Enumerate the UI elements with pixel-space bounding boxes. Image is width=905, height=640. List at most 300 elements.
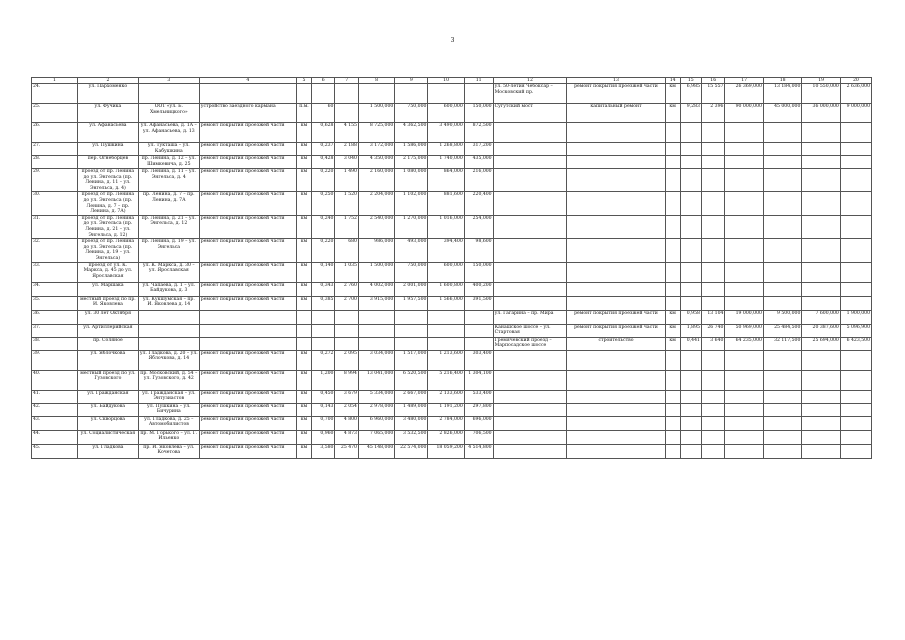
cell-section-2 (493, 123, 567, 143)
cell-work-type-2 (567, 296, 665, 310)
cell-cost-federal-2 (763, 403, 801, 416)
cell-cost-total: 3 034,000 (358, 350, 394, 370)
cell-work-type-2 (567, 239, 665, 262)
cell-cost-city: 297,800 (464, 403, 493, 416)
cell-cost-city-2 (840, 169, 871, 192)
cell-cost-federal-2 (763, 143, 801, 156)
cell-cost-republic: 1 016,000 (428, 215, 464, 238)
cell-cost-total-2 (725, 430, 763, 444)
cell-cost-city: 706,500 (464, 430, 493, 444)
cell-unit-2 (665, 444, 680, 458)
cell-cost-federal-2: 45 000,000 (763, 104, 801, 123)
cell-area-2 (701, 143, 725, 156)
cell-unit-2 (665, 390, 680, 403)
cell-area (335, 310, 359, 324)
cell-cost-republic (428, 310, 464, 324)
cell-unit-2 (665, 156, 680, 169)
cell-cost-republic-2 (802, 282, 840, 296)
table-row (32, 262, 872, 282)
cell-unit-2 (665, 430, 680, 444)
cell-section-2 (493, 169, 567, 192)
cell-street-name: ул. Артиллерийская (77, 324, 138, 337)
cell-cost-total: 2 540,000 (358, 215, 394, 238)
cell-cost-federal-2 (763, 282, 801, 296)
cell-work-type-2: ремонт покрытия проезжей части (567, 84, 665, 104)
cell-area-2 (701, 239, 725, 262)
cell-length-2 (680, 430, 701, 444)
cell-unit: км (297, 390, 312, 403)
cell-length-2: 1,895 (680, 324, 701, 337)
cell-cost-total: 2 978,000 (358, 403, 394, 416)
cell-cost-total: 8 725,000 (358, 123, 394, 143)
cell-cost-city-2: 9 000,000 (840, 104, 871, 123)
cell-unit-2: км (665, 84, 680, 104)
cell-length (311, 310, 335, 324)
cell-unit-2 (665, 350, 680, 370)
cell-cost-total-2: 64 235,000 (725, 337, 763, 350)
cell-area (335, 337, 359, 350)
cell-row-number: 43. (32, 416, 78, 430)
cell-length: 3,580 (311, 444, 335, 458)
cell-area: 4 800 (335, 416, 359, 430)
cell-length: 0,220 (311, 169, 335, 192)
cell-section: ул. Гражданская – ул. Энтузиастов (138, 390, 199, 403)
cell-cost-republic: 2 133,600 (428, 390, 464, 403)
cell-cost-federal: 4 362,500 (395, 123, 428, 143)
cell-row-number: 40. (32, 370, 78, 390)
column-header-8: 8 (358, 78, 394, 84)
cell-cost-city (464, 310, 493, 324)
cell-cost-city (464, 324, 493, 337)
cell-cost-city: 98,600 (464, 239, 493, 262)
cell-cost-republic: 3 490,000 (428, 123, 464, 143)
cell-work-type-2 (567, 169, 665, 192)
cell-work-type-2 (567, 403, 665, 416)
cell-cost-federal-2: 9 500,000 (763, 310, 801, 324)
cell-cost-republic: 1 268,800 (428, 143, 464, 156)
cell-length-2 (680, 262, 701, 282)
cell-cost-republic-2: 10 550,000 (802, 84, 840, 104)
cell-area-2: 26 740 (701, 324, 725, 337)
cell-length-2 (680, 350, 701, 370)
cell-cost-total: 6 960,000 (358, 416, 394, 430)
cell-area: 2 700 (335, 296, 359, 310)
cell-area-2 (701, 390, 725, 403)
cell-length: 0,385 (311, 296, 335, 310)
cell-area: 8 994 (335, 370, 359, 390)
cell-section-2 (493, 239, 567, 262)
cell-work-type-2 (567, 430, 665, 444)
cell-street-name: пр. Соляное (77, 337, 138, 350)
cell-work-type-2 (567, 215, 665, 238)
table-row (32, 416, 872, 430)
cell-work-type: ремонт покрытия проезжей части (199, 403, 296, 416)
cell-unit-2 (665, 215, 680, 238)
cell-length: 0,450 (311, 390, 335, 403)
cell-street-name: пер. Огнеборцев (77, 156, 138, 169)
cell-cost-total-2 (725, 262, 763, 282)
table-row (32, 390, 872, 403)
cell-cost-city-2 (840, 370, 871, 390)
cell-row-number: 29. (32, 169, 78, 192)
cell-street-name: ул. 30 лет Октября (77, 310, 138, 324)
cell-length-2: 0,958 (680, 310, 701, 324)
cell-street-name: проезд от пр. Ленина до ул. Энгельса (пр. Ленина, д. 19 – ул. Энгельса) (77, 239, 138, 262)
cell-section: пр. Ленина, д. 21 – ул. Энгельса, д. 12 (138, 215, 199, 238)
table-row (32, 123, 872, 143)
table-row (32, 192, 872, 215)
table-row (32, 296, 872, 310)
cell-cost-federal-2 (763, 156, 801, 169)
cell-area-2 (701, 215, 725, 238)
cell-length: 60 (311, 104, 335, 123)
cell-cost-city-2: 6 423,500 (840, 337, 871, 350)
cell-work-type-2 (567, 370, 665, 390)
cell-cost-federal: 3 480,000 (395, 416, 428, 430)
cell-cost-republic-2 (802, 444, 840, 458)
cell-cost-city: 391,500 (464, 296, 493, 310)
cell-length-2: 0,441 (680, 337, 701, 350)
cell-cost-republic-2: 20 387,600 (802, 324, 840, 337)
cell-length-2 (680, 123, 701, 143)
cell-area (335, 104, 359, 123)
cell-cost-total: 2 204,000 (358, 192, 394, 215)
page-number: 3 (450, 37, 455, 44)
cell-cost-total-2 (725, 403, 763, 416)
cell-cost-total: 45 148,000 (358, 444, 394, 458)
cell-cost-total: 5 334,000 (358, 390, 394, 403)
cell-work-type: ремонт покрытия проезжей части (199, 262, 296, 282)
cell-unit-2 (665, 239, 680, 262)
cell-row-number: 42. (32, 403, 78, 416)
cell-cost-republic (428, 324, 464, 337)
cell-length: 0,240 (311, 215, 335, 238)
cell-cost-republic-2 (802, 156, 840, 169)
cell-length-2 (680, 169, 701, 192)
cell-cost-federal (395, 310, 428, 324)
cell-cost-total-2 (725, 350, 763, 370)
column-header-12: 12 (493, 78, 567, 84)
column-header-1: 1 (32, 78, 78, 84)
cell-length: 0,960 (311, 430, 335, 444)
cell-cost-total-2 (725, 123, 763, 143)
cell-unit: км (297, 123, 312, 143)
cell-street-name: проезд от пр. Ленина до ул. Энгельса (пр. Ленина, д. 11 – ул. Энгельса, д. 4) (77, 169, 138, 192)
cell-row-number: 33. (32, 262, 78, 282)
cell-cost-city-2 (840, 143, 871, 156)
cell-work-type: ремонт покрытия проезжей части (199, 156, 296, 169)
cell-length: 0,700 (311, 416, 335, 430)
column-header-18: 18 (763, 78, 801, 84)
cell-section-2 (493, 430, 567, 444)
column-header-2: 2 (77, 78, 138, 84)
cell-unit: км (297, 282, 312, 296)
column-header-9: 9 (395, 78, 428, 84)
cell-work-type: ремонт покрытия проезжей части (199, 296, 296, 310)
cell-work-type: ремонт покрытия проезжей части (199, 282, 296, 296)
cell-street-name: ул. Байдукова (77, 403, 138, 416)
column-header-5: 5 (297, 78, 312, 84)
cell-cost-city: 400,200 (464, 282, 493, 296)
table-body (32, 84, 872, 459)
column-header-15: 15 (680, 78, 701, 84)
cell-cost-city-2 (840, 123, 871, 143)
cell-cost-total-2: 26 369,000 (725, 84, 763, 104)
cell-area: 2 188 (335, 143, 359, 156)
cell-section (138, 84, 199, 104)
cell-cost-federal: 1 102,000 (395, 192, 428, 215)
cell-cost-republic (428, 84, 464, 104)
cell-section: ул. К. Маркса, д. 30 – ул. Ярославская (138, 262, 199, 282)
cell-cost-republic: 1 213,600 (428, 350, 464, 370)
cell-row-number: 31. (32, 215, 78, 238)
cell-cost-republic: 600,000 (428, 104, 464, 123)
cell-length-2 (680, 143, 701, 156)
cell-area: 2 095 (335, 350, 359, 370)
cell-cost-city-2 (840, 403, 871, 416)
cell-work-type-2 (567, 350, 665, 370)
column-header-4: 4 (199, 78, 296, 84)
cell-unit: км (297, 370, 312, 390)
column-header-14: 14 (665, 78, 680, 84)
table-row (32, 430, 872, 444)
cell-cost-city: 220,400 (464, 192, 493, 215)
cell-cost-total (358, 84, 394, 104)
cell-cost-city-2 (840, 444, 871, 458)
cell-unit (297, 84, 312, 104)
cell-area-2 (701, 156, 725, 169)
table-row (32, 169, 872, 192)
cell-area: 1 752 (335, 215, 359, 238)
cell-cost-federal-2 (763, 123, 801, 143)
cell-section: пр. Ленина, д. 11 – ул. Энгельса, д. 4 (138, 169, 199, 192)
cell-area: 4 873 (335, 430, 359, 444)
cell-length: 0,237 (311, 143, 335, 156)
cell-unit: км (297, 430, 312, 444)
cell-row-number: 45. (32, 444, 78, 458)
cell-cost-republic-2: 25 694,000 (802, 337, 840, 350)
cell-work-type: ремонт покрытия проезжей части (199, 143, 296, 156)
cell-unit: км (297, 350, 312, 370)
column-header-11: 11 (464, 78, 493, 84)
cell-cost-city: 303,400 (464, 350, 493, 370)
cell-length: 0,250 (311, 192, 335, 215)
cell-street-name: ул. Фучика (77, 104, 138, 123)
cell-street-name: ул. Гражданская (77, 390, 138, 403)
cell-work-type-2 (567, 262, 665, 282)
table-row (32, 324, 872, 337)
cell-cost-city: 254,000 (464, 215, 493, 238)
cell-cost-republic: 600,000 (428, 262, 464, 282)
cell-cost-total: 7 065,000 (358, 430, 394, 444)
cell-cost-total: 1 500,000 (358, 104, 394, 123)
cell-unit: км (297, 444, 312, 458)
cell-area-2 (701, 444, 725, 458)
cell-length: 0,428 (311, 156, 335, 169)
cell-section: ул. Кукшумская – пр. И. Яковлева д. 14 (138, 296, 199, 310)
cell-unit-2: км (665, 337, 680, 350)
cell-section (138, 324, 199, 337)
cell-length (311, 324, 335, 337)
cell-area (335, 324, 359, 337)
cell-area: 680 (335, 239, 359, 262)
cell-cost-total: 986,000 (358, 239, 394, 262)
cell-cost-federal: 1 517,000 (395, 350, 428, 370)
cell-length (311, 84, 335, 104)
cell-section-2 (493, 282, 567, 296)
cell-cost-republic-2 (802, 169, 840, 192)
cell-section: ул. Гладкова, д. 25 – Автомобилистов (138, 416, 199, 430)
cell-section-2 (493, 296, 567, 310)
cell-cost-city-2 (840, 350, 871, 370)
cell-section (138, 310, 199, 324)
cell-section-2: Канашское шоссе – ул. Стартовая (493, 324, 567, 337)
cell-row-number: 25. (32, 104, 78, 123)
cell-cost-federal (395, 324, 428, 337)
cell-row-number: 28. (32, 156, 78, 169)
cell-cost-city-2 (840, 416, 871, 430)
cell-section: ул. Гладкова, д. 20 – ул. Яблочкова, д. 14 (138, 350, 199, 370)
cell-unit-2 (665, 123, 680, 143)
cell-section-2 (493, 156, 567, 169)
cell-cost-city (464, 337, 493, 350)
cell-section: ул. Тукташа – ул. Кабушкина (138, 143, 199, 156)
cell-cost-republic: 1 191,200 (428, 403, 464, 416)
cell-work-type-2 (567, 192, 665, 215)
cell-area-2 (701, 430, 725, 444)
cell-unit: п.м. (297, 104, 312, 123)
cell-cost-city: 150,000 (464, 262, 493, 282)
cell-cost-republic: 5 216,400 (428, 370, 464, 390)
cell-work-type-2 (567, 416, 665, 430)
cell-street-name: ул. Пархоменко (77, 84, 138, 104)
cell-work-type-2: строительство (567, 337, 665, 350)
cell-section-2 (493, 350, 567, 370)
cell-area-2: 13 104 (701, 310, 725, 324)
cell-cost-republic-2 (802, 192, 840, 215)
cell-area: 2 760 (335, 282, 359, 296)
cell-cost-federal-2 (763, 296, 801, 310)
cell-cost-republic (428, 337, 464, 350)
cell-cost-total-2 (725, 215, 763, 238)
cell-cost-total-2 (725, 156, 763, 169)
cell-street-name: ул. Гладкова (77, 444, 138, 458)
cell-unit-2 (665, 403, 680, 416)
cell-cost-republic: 2 784,000 (428, 416, 464, 430)
cell-section: ул. Чапаева, д. 1 – ул. Байдукова, д. 3 (138, 282, 199, 296)
cell-area-2 (701, 169, 725, 192)
cell-area-2 (701, 416, 725, 430)
cell-cost-republic: 1 600,800 (428, 282, 464, 296)
cell-cost-total-2 (725, 169, 763, 192)
cell-length: 1,200 (311, 370, 335, 390)
cell-length-2 (680, 156, 701, 169)
cell-length-2 (680, 296, 701, 310)
cell-row-number: 41. (32, 390, 78, 403)
cell-work-type: ремонт покрытия проезжей части (199, 430, 296, 444)
cell-cost-total-2 (725, 370, 763, 390)
cell-cost-republic-2 (802, 262, 840, 282)
cell-cost-federal-2 (763, 169, 801, 192)
cell-cost-federal: 1 270,000 (395, 215, 428, 238)
cell-cost-total-2 (725, 282, 763, 296)
cell-cost-total: 3 172,000 (358, 143, 394, 156)
cell-area-2 (701, 123, 725, 143)
cell-cost-federal-2 (763, 215, 801, 238)
cell-cost-total (358, 337, 394, 350)
cell-cost-city-2 (840, 215, 871, 238)
cell-section: пр. М. Горького – ул. Г. Ильенко (138, 430, 199, 444)
cell-area: 3 040 (335, 156, 359, 169)
cell-cost-city-2 (840, 262, 871, 282)
cell-cost-republic-2 (802, 430, 840, 444)
cell-section-2 (493, 390, 567, 403)
cell-unit-2 (665, 169, 680, 192)
cell-cost-city-2 (840, 239, 871, 262)
table-row (32, 370, 872, 390)
cell-cost-republic: 881,600 (428, 192, 464, 215)
cell-length: 0,143 (311, 403, 335, 416)
cell-length: 0,272 (311, 350, 335, 370)
cell-cost-federal: 1 080,000 (395, 169, 428, 192)
cell-unit: км (297, 156, 312, 169)
cell-work-type-2 (567, 444, 665, 458)
cell-cost-total: 1 500,000 (358, 262, 394, 282)
cell-section-2: ул. 50-летия Чебоксар – Московский пр. (493, 84, 567, 104)
cell-cost-total-2 (725, 239, 763, 262)
cell-cost-total: 4 350,000 (358, 156, 394, 169)
cell-cost-federal: 750,000 (395, 262, 428, 282)
cell-cost-city-2: 2 636,000 (840, 84, 871, 104)
cell-work-type-2: ремонт покрытия проезжей части (567, 310, 665, 324)
cell-work-type: ремонт покрытия проезжей части (199, 416, 296, 430)
column-header-10: 10 (428, 78, 464, 84)
cell-work-type-2 (567, 156, 665, 169)
cell-cost-republic: 18 059,200 (428, 444, 464, 458)
column-header-17: 17 (725, 78, 763, 84)
cell-cost-republic-2: 7 600,000 (802, 310, 840, 324)
cell-street-name: проезд от пр. Ленина до ул. Энгельса (пр. Ленина, д. 7 – пр. Ленина, д. 7А) (77, 192, 138, 215)
cell-work-type: ремонт покрытия проезжей части (199, 370, 296, 390)
cell-work-type-2 (567, 390, 665, 403)
cell-cost-republic-2 (802, 370, 840, 390)
cell-section-2 (493, 370, 567, 390)
cell-cost-federal: 493,000 (395, 239, 428, 262)
cell-cost-total-2: 19 000,000 (725, 310, 763, 324)
cell-cost-total-2 (725, 444, 763, 458)
cell-cost-federal: 1 586,000 (395, 143, 428, 156)
cell-cost-federal-2: 32 117,500 (763, 337, 801, 350)
cell-cost-republic-2 (802, 123, 840, 143)
cell-section-2: Гремячевский проезд – Марпосадское шоссе (493, 337, 567, 350)
cell-work-type: ремонт покрытия проезжей части (199, 192, 296, 215)
cell-cost-federal: 6 520,500 (395, 370, 428, 390)
cell-unit (297, 337, 312, 350)
column-header-6: 6 (311, 78, 335, 84)
cell-area: 25 470 (335, 444, 359, 458)
cell-cost-federal-2: 25 484,500 (763, 324, 801, 337)
cell-cost-total: 3 915,000 (358, 296, 394, 310)
cell-cost-republic-2 (802, 416, 840, 430)
cell-cost-republic: 1 566,000 (428, 296, 464, 310)
cell-cost-federal-2 (763, 416, 801, 430)
cell-work-type: устройство заездного кармана (199, 104, 296, 123)
cell-section-2 (493, 444, 567, 458)
cell-cost-federal: 1 957,500 (395, 296, 428, 310)
cell-row-number: 34. (32, 282, 78, 296)
cell-area: 3 679 (335, 390, 359, 403)
cell-unit-2: км (665, 104, 680, 123)
